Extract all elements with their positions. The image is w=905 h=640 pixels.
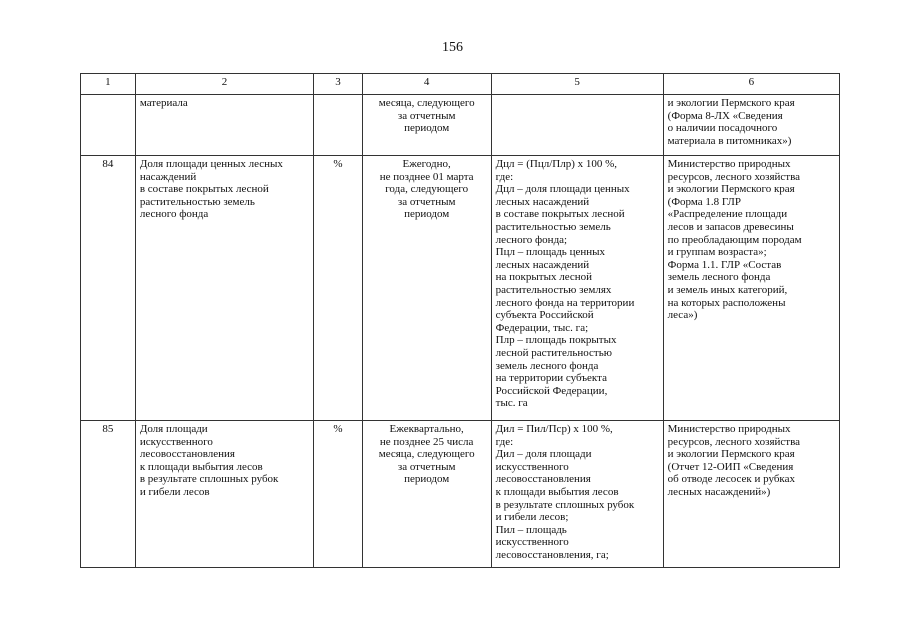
table-row: [81, 156, 840, 421]
indicator-name: материала: [135, 95, 313, 156]
period-cell: месяца, следующего за отчетным периодом: [362, 95, 491, 156]
row-number: [81, 95, 136, 156]
period-cell: Ежегодно, не позднее 01 марта года, следующего за отчетным периодом: [362, 156, 491, 421]
formula-cell: Дцл = (Пцл/Плр) х 100 %, где: Дцл – доля площади ценных лесных насаждений в составе покрытых лесной растительностью земель лесного фонда; Пцл – площадь ценных лесных насаждений на покрытых лесной растительностью землях лесного фонда на территории субъекта Российской Федерации, тыс. га; Плр – площадь покрытых лесной растительностью земель лесного фонда на территории субъекта Российской Федерации, тыс. га: [491, 156, 663, 421]
column-header: 5: [491, 74, 663, 95]
source-cell: Министерство природных ресурсов, лесного хозяйства и экологии Пермского края (Форма 1.8 ГЛР «Распределение площади лесов и запасов древесины по преобладающим породам и группам возраста»; Форма 1.1. ГЛР «Состав земель лесного фонда и земель иных категорий, на которых расположены леса»): [663, 156, 839, 421]
formula-cell: Дил = Пил/Пср) х 100 %, где: Дил – доля площади искусственного лесовосстановления к площади выбытия лесов в результате сплошных рубок и гибели лесов; Пил – площадь искусственного лесовосстановления, га;: [491, 421, 663, 568]
table-row: [81, 421, 840, 568]
formula-cell: [491, 95, 663, 156]
indicator-name: Доля площади искусственного лесовосстановления к площади выбытия лесов в результате сплошных рубок и гибели лесов: [135, 421, 313, 568]
row-number: 85: [81, 421, 136, 568]
unit-cell: %: [314, 421, 362, 568]
column-header: 1: [81, 74, 136, 95]
indicator-name: Доля площади ценных лесных насаждений в составе покрытых лесной растительностью земель лесного фонда: [135, 156, 313, 421]
indicator-table: [80, 73, 840, 568]
period-cell: Ежеквартально, не позднее 25 числа месяца, следующего за отчетным периодом: [362, 421, 491, 568]
column-header: 3: [314, 74, 362, 95]
source-cell: и экологии Пермского края (Форма 8-ЛХ «Сведения о наличии посадочного материала в питомниках»): [663, 95, 839, 156]
page-number: 156: [442, 40, 463, 55]
table-row: [81, 95, 840, 156]
column-header: 4: [362, 74, 491, 95]
column-header: 6: [663, 74, 839, 95]
source-cell: Министерство природных ресурсов, лесного хозяйства и экологии Пермского края (Отчет 12-ОИП «Сведения об отводе лесосек и рубках лесных насаждений»): [663, 421, 839, 568]
unit-cell: [314, 95, 362, 156]
unit-cell: %: [314, 156, 362, 421]
row-number: 84: [81, 156, 136, 421]
column-header: 2: [135, 74, 313, 95]
table-header-row: [81, 74, 840, 95]
